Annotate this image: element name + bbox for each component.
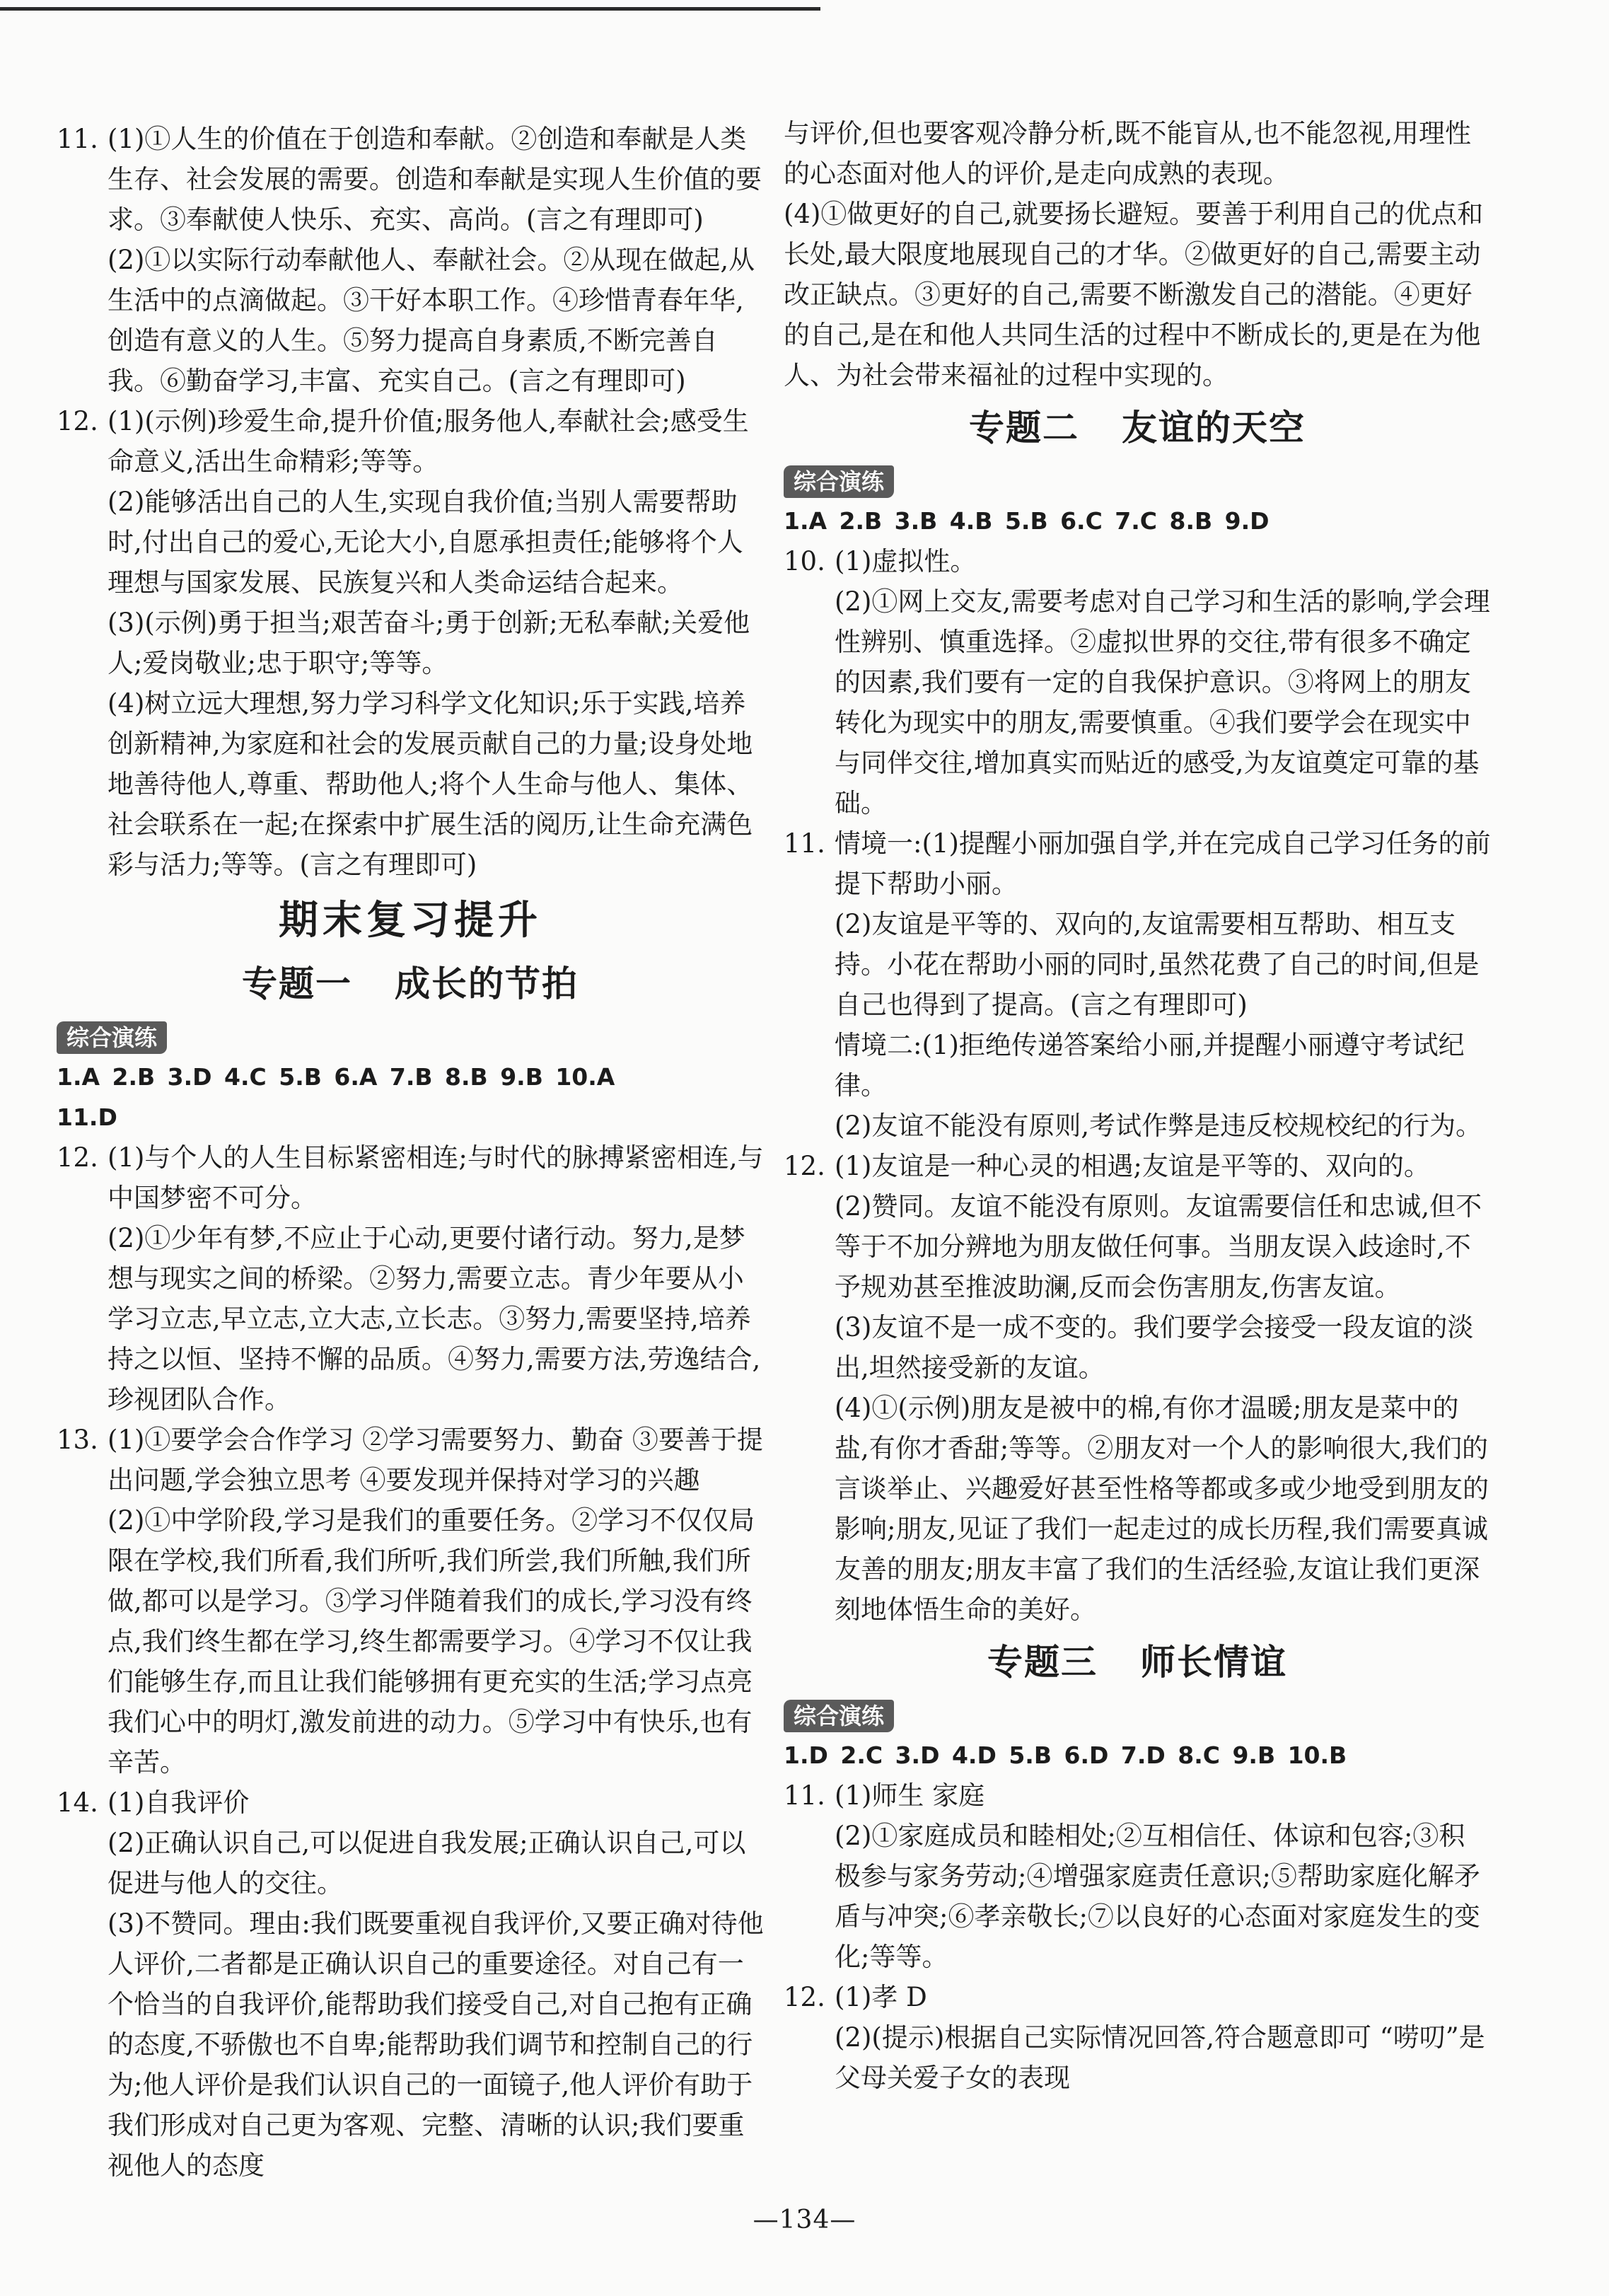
answer-paragraph: (1)①要学会合作学习 ②学习需要努力、勤奋 ③要善于提出问题,学会独立思考 ④要发现并保持对学习的兴趣 (108, 1425, 763, 1495)
answer-paragraph: (4)树立远大理想,努力学习科学文化知识;乐于实践,培养创新精神,为家庭和社会的发展贡献自己的力量;设身处地地善待他人,尊重、帮助他人;将个人生命与他人、集体、社会联系在一起;在探索中扩展生活的阅历,让生命充满色彩与活力;等等。(言之有理即可) (108, 688, 753, 880)
question-number: 11. (784, 1780, 825, 1811)
answer-paragraph: (2)赞同。友谊不能没有原则。友谊需要信任和忠诚,但不等于不加分辨地为朋友做任何事。当朋友误入歧途时,不予规劝甚至推波助澜,反而会伤害朋友,伤害友谊。 (835, 1191, 1482, 1302)
exercise-tag: 综合演练 (784, 1700, 894, 1732)
answer-paragraph: (3)友谊不是一成不变的。我们要学会接受一段友谊的淡出,坦然接受新的友谊。 (835, 1312, 1474, 1383)
top-rule (0, 7, 820, 11)
question-number: 13. (57, 1425, 98, 1455)
choice-answers: 11.D (57, 1103, 117, 1131)
page-number: —134— (753, 2205, 856, 2234)
question-number: 14. (57, 1787, 98, 1818)
answer-paragraph: (2)能够活出自己的人生,实现自我价值;当别人需要帮助时,付出自己的爱心,无论大小,自愿承担责任;能够将个人理想与国家发展、民族复兴和人类命运结合起来。 (108, 487, 743, 598)
answer-paragraph: (1)(示例)珍爱生命,提升价值;服务他人,奉献社会;感受生命意义,活出生命精彩;等等。 (108, 406, 749, 477)
question-number: 11. (784, 828, 825, 859)
question-11 (57, 119, 764, 401)
question-number: 12. (784, 1982, 825, 2012)
question-11 (784, 1775, 1491, 1977)
topic-heading (784, 1633, 1491, 1692)
topic-number: 专题一 (242, 963, 352, 1004)
topic-title: 友谊的天空 (1122, 407, 1306, 448)
topic-number: 专题三 (987, 1642, 1098, 1683)
answer-paragraph: (4)①做更好的自己,就要扬长避短。要善于利用自己的优点和长处,最大限度地展现自己的才华。②做更好的自己,需要主动改正缺点。③更好的自己,需要不断激发自己的潜能。④更好的自己,是在和他人共同生活的过程中不断成长的,更是在为他人、为社会带来福祉的过程中实现的。 (784, 199, 1484, 390)
answer-paragraph: (2)友谊是平等的、双向的,友谊需要相互帮助、相互支持。小花在帮助小丽的同时,虽然花费了自己的时间,但是自己也得到了提高。(言之有理即可) (835, 909, 1480, 1020)
answer-paragraph: (2)①少年有梦,不应止于心动,更要付诸行动。努力,是梦想与现实之间的桥梁。②努力,需要立志。青少年要从小学习立志,早立志,立大志,立长志。③努力,需要坚持,培养持之以恒、坚持不懈的品质。④努力,需要方法,劳逸结合,珍视团队合作。 (108, 1223, 761, 1415)
answer-paragraph: (1)虚拟性。 (835, 546, 977, 576)
section-heading: 期末复习提升 (279, 898, 542, 944)
answer-paragraph: (3)不赞同。理由:我们既要重视自我评价,又要正确对待他人评价,二者都是正确认识自己的重要途径。对自己有一个恰当的自我评价,能帮助我们接受自己,对自己抱有正确的态度,不骄傲也不自卑;能帮助我们调节和控制自己的行为;他人评价是我们认识自己的一面镜子,他人评价有助于我们形成对自己更为客观、完整、清晰的认识;我们要重视他人的态度 (108, 1908, 764, 2181)
choice-answers: 1.A 2.B 3.D 4.C 5.B 6.A 7.B 8.B 9.B 10.A (57, 1063, 615, 1091)
exercise-tag: 综合演练 (57, 1021, 167, 1054)
answer-paragraph: 情境二:(1)拒绝传递答案给小丽,并提醒小丽遵守考试纪律。 (835, 1030, 1465, 1101)
topic-heading (57, 954, 764, 1014)
answer-paragraph: (4)①(示例)朋友是被中的棉,有你才温暖;朋友是菜中的盐,有你才香甜;等等。②朋友对一个人的影响很大,我们的言谈举止、兴趣爱好甚至性格等都或多或少地受到朋友的影响;朋友,见证了我们一起走过的成长历程,我们需要真诚友善的朋友;朋友丰富了我们的生活经验,友谊让我们更深刻地体悟生命的美好。 (835, 1393, 1489, 1625)
question-10 (784, 541, 1491, 823)
answer-paragraph: (1)师生 家庭 (835, 1780, 985, 1811)
question-number: 10. (784, 546, 825, 576)
question-12 (784, 1977, 1491, 2098)
answer-paragraph: (1)友谊是一种心灵的相遇;友谊是平等的、双向的。 (835, 1151, 1430, 1181)
question-number: 12. (57, 406, 98, 436)
answer-paragraph: 与评价,但也要客观冷静分析,既不能盲从,也不能忽视,用理性的心态面对他人的评价,是走向成熟的表现。 (784, 118, 1472, 189)
answer-paragraph: (2)(提示)根据自己实际情况回答,符合题意即可 “唠叨”是父母关爱子女的表现 (835, 2022, 1485, 2093)
question-14 (57, 1782, 764, 2186)
question-11 (784, 823, 1491, 1146)
answer-paragraph: (2)①中学阶段,学习是我们的重要任务。②学习不仅仅局限在学校,我们所看,我们所听,我们所尝,我们所触,我们所做,都可以是学习。③学习伴随着我们的成长,学习没有终点,我们终生都在学习,终生都需要学习。④学习不仅让我们能够生存,而且让我们能够拥有更充实的生活;学习点亮我们心中的明灯,激发前进的动力。⑤学习中有快乐,也有辛苦。 (108, 1505, 755, 1778)
answer-paragraph: (2)正确认识自己,可以促进自我发展;正确认识自己,可以促进与他人的交往。 (108, 1828, 746, 1898)
choice-answers: 1.D 2.C 3.D 4.D 5.B 6.D 7.D 8.C 9.B 10.B (784, 1741, 1347, 1769)
answer-paragraph: (2)①家庭成员和睦相处;②互相信任、体谅和包容;③积极参与家务劳动;④增强家庭责任意识;⑤帮助家庭化解矛盾与冲突;⑥孝亲敬长;⑦以良好的心态面对家庭发生的变化;等等。 (835, 1821, 1480, 1972)
question-12 (784, 1146, 1491, 1630)
answer-paragraph: (2)①以实际行动奉献他人、奉献社会。②从现在做起,从生活中的点滴做起。③干好本职工作。④珍惜青春年华,创造有意义的人生。⑤努力提高自身素质,不断完善自我。⑥勤奋学习,丰富、充实自己。(言之有理即可) (108, 245, 755, 396)
topic-title: 成长的节拍 (395, 963, 579, 1004)
answer-paragraph: (1)孝 D (835, 1982, 927, 2012)
question-13 (57, 1420, 764, 1782)
topic-heading (784, 398, 1491, 458)
choice-answers: 1.A 2.B 3.B 4.B 5.B 6.C 7.C 8.B 9.D (784, 507, 1270, 535)
answer-paragraph: (1)与个人的人生目标紧密相连;与时代的脉搏紧密相连,与中国梦密不可分。 (108, 1142, 764, 1213)
question-number: 12. (57, 1142, 98, 1173)
question-number: 12. (784, 1151, 825, 1181)
answer-paragraph: (2)①网上交友,需要考虑对自己学习和生活的影响,学会理性辨别、慎重选择。②虚拟世界的交往,带有很多不确定的因素,我们要有一定的自我保护意识。③将网上的朋友转化为现实中的朋友,需要慎重。④我们要学会在现实中与同伴交往,增加真实而贴近的感受,为友谊奠定可靠的基础。 (835, 586, 1490, 818)
question-12 (57, 1137, 764, 1420)
left-column (57, 119, 764, 2186)
answer-paragraph: (1)自我评价 (108, 1787, 250, 1818)
topic-number: 专题二 (969, 407, 1079, 448)
topic-title: 师长情谊 (1140, 1642, 1287, 1683)
answer-paragraph: (2)友谊不能没有原则,考试作弊是违反校规校纪的行为。 (835, 1111, 1482, 1141)
right-column (784, 113, 1491, 2098)
answer-paragraph: 情境一:(1)提醒小丽加强自学,并在完成自己学习任务的前提下帮助小丽。 (835, 828, 1491, 899)
question-12 (57, 401, 764, 885)
exercise-tag: 综合演练 (784, 465, 894, 498)
question-number: 11. (57, 124, 98, 154)
answer-paragraph: (3)(示例)勇于担当;艰苦奋斗;勇于创新;无私奉献;关爱他人;爱岗敬业;忠于职守;等等。 (108, 608, 750, 678)
answer-paragraph: (1)①人生的价值在于创造和奉献。②创造和奉献是人类生存、社会发展的需要。创造和奉献是实现人生价值的要求。③奉献使人快乐、充实、高尚。(言之有理即可) (108, 124, 762, 235)
